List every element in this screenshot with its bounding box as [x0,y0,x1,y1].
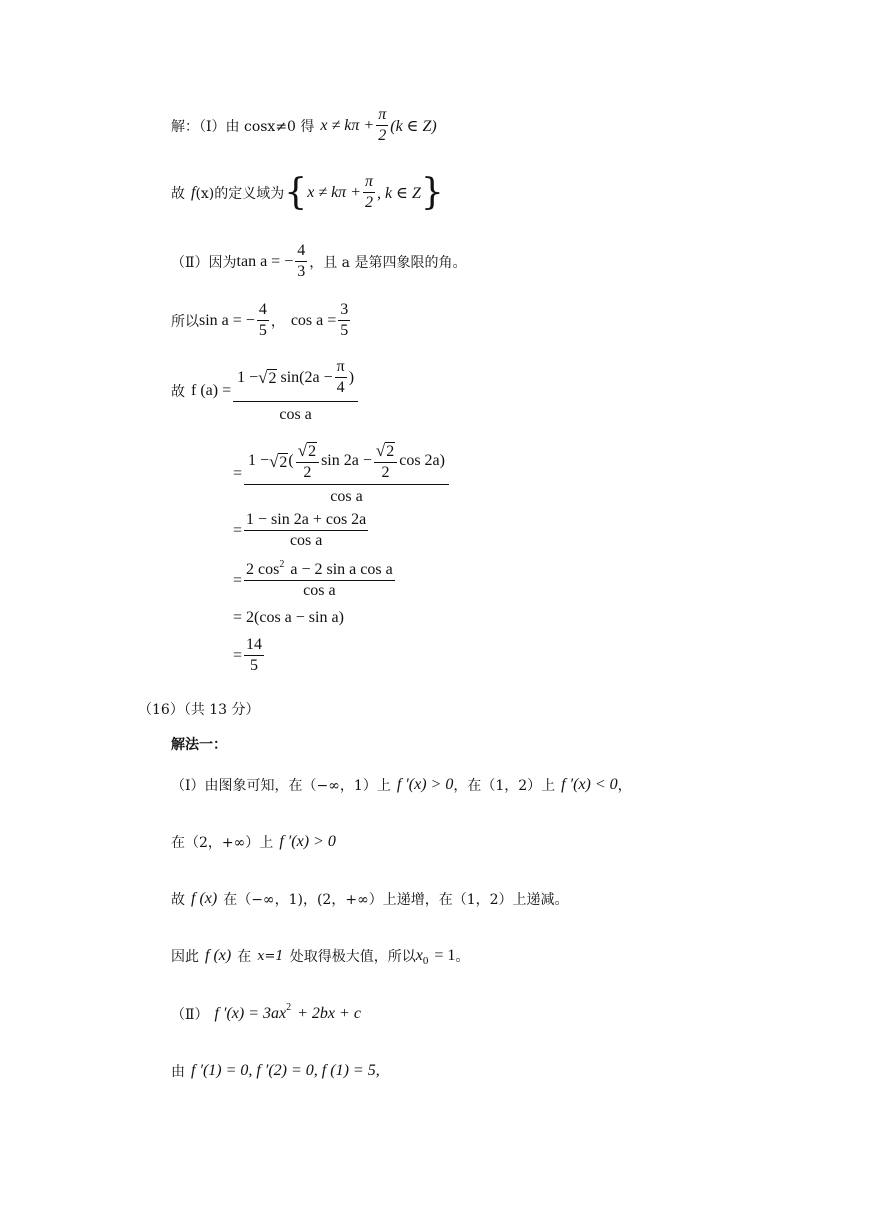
text: （Ⅱ） [171,1007,209,1023]
line-derivative-sign [171,775,632,795]
fraction: 2 cos 2 a − 2 sin a cos a cos a [246,559,393,600]
text: 在（2，+∞）上 [171,835,274,851]
line-monotonic [171,889,569,909]
text: ， [270,313,285,330]
math: f ′(x) > 0 [396,776,454,793]
math: , k ∈ Z [377,184,421,202]
text: 由 [171,1064,185,1080]
text: 故 [171,892,185,908]
text: 故 [171,384,185,401]
subscript: 0 [422,955,429,967]
math: (k ∈ Z) [390,117,437,135]
fraction: $\frac{1 - \sin 2a + \cos 2a}{\text{cos a}}$ [246,511,367,550]
text: 在 [237,949,252,965]
question-16-header: （16）（共 13 分） [138,702,260,718]
line-simplify-3: = 2(cos a − sin a) [233,609,344,626]
math: x ≠ kπ + [320,116,375,134]
method-one-heading: 解法一： [171,737,227,753]
text: （Ⅰ）由图象可知，在（−∞，1）上 [171,778,391,794]
equals: = [233,521,243,539]
line-simplify-2 [233,561,397,601]
line-result [233,636,266,676]
fraction: $\frac{4}{3}$ [297,242,306,281]
line-derivative-sign-2 [171,832,336,852]
fraction: $\frac{\pi}{2}$ [378,106,387,145]
text: 在（−∞，1)，(2，+∞）上递增，在（1，2）上递减。 [223,892,569,908]
big-fraction: 1 − √ 2 sin(2a − $\frac{\pi}{4}$ ) cos a [233,358,358,424]
equals: = [233,646,243,664]
fraction: $\frac{14}{5}$ [246,636,263,675]
text: ，在（1，2）上 [453,778,556,794]
line-sin-cos [171,301,352,341]
line-f-a [171,358,360,424]
math: x ≠ kπ + [307,183,361,201]
equals: = [233,571,243,589]
math: f ′(1) = 0, f ′(2) = 0, f (1) = 5, [191,1062,380,1079]
math: + 2bx + c [297,1005,361,1022]
fraction: $\frac{4}{5}$ [258,301,267,340]
math: f (x) [205,947,232,964]
big-fraction: 1 − √ 2 ( √ 2 2 sin 2a − √ 2 2 cos 2a) cos a [244,441,449,506]
text: 解：（Ⅰ）由 cosx≠0 得 [171,118,315,135]
equals: = [233,464,243,482]
line-conditions [171,1061,380,1081]
math: cos a = [290,311,337,329]
fraction: $\frac{\pi}{2}$ [364,173,373,212]
line-derivative [171,1001,361,1024]
math: sin a = − [199,311,255,329]
text: 处取得极大值，所以 [289,949,416,965]
math: f ′(x) > 0 [279,833,336,850]
math: = 1 [434,947,456,964]
left-brace: { [284,171,308,213]
superscript: 2 [286,1001,292,1013]
text: ，且 a 是第四象限的角。 [309,254,467,271]
math: f (x) [191,890,218,907]
math: x=1 [257,948,284,964]
line-domain-condition [171,106,437,146]
math: tan a = − [236,252,294,270]
fraction: $\frac{3}{5}$ [340,301,349,340]
text: ， [617,778,632,794]
line-domain-set [171,173,444,213]
text: (x)的定义域为 [195,185,285,202]
text: 因此 [171,949,199,965]
text: 故 [171,185,185,202]
text: （Ⅱ）因为 [171,254,237,271]
line-expand [233,441,451,506]
math: f ′(x) = 3ax [214,1005,287,1022]
line-tan [171,242,466,282]
math: f [191,183,196,201]
text: 所以 [171,313,199,330]
line-simplify-1 [233,511,370,551]
math: x [415,947,423,964]
right-brace: } [420,171,444,213]
math: f (a) = [191,382,232,400]
line-maximum [171,946,469,966]
text: 。 [455,949,470,965]
math: f ′(x) < 0 [561,776,618,793]
